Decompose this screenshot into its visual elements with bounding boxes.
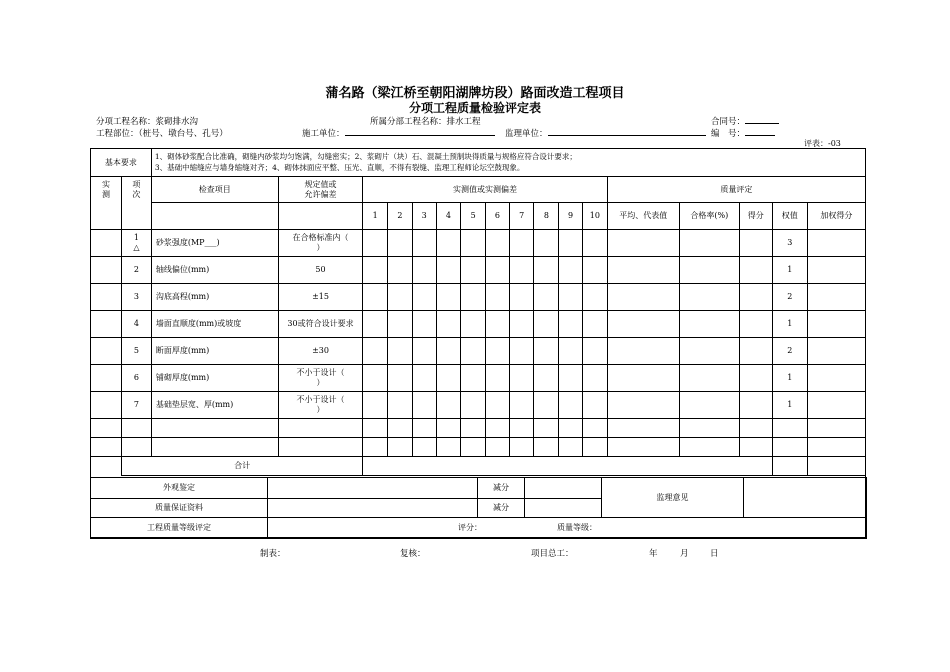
measured-value-cell[interactable]: [388, 284, 413, 311]
weighted-score-cell[interactable]: [807, 392, 865, 419]
table-row: [91, 284, 866, 311]
measured-value-cell[interactable]: [436, 311, 461, 338]
measured-value-cell[interactable]: [363, 284, 388, 311]
measured-cell: [91, 230, 122, 257]
empty-cell[interactable]: [679, 438, 739, 457]
measured-value-cell[interactable]: [412, 230, 436, 257]
avg-cell[interactable]: [607, 284, 679, 311]
score-cell[interactable]: [739, 257, 772, 284]
weight-value: 1: [772, 392, 807, 419]
weighted-score-cell[interactable]: [807, 257, 865, 284]
weighted-score-cell[interactable]: [807, 311, 865, 338]
contractor-label: 施工单位：: [302, 129, 345, 139]
table-row: [91, 257, 866, 284]
empty-cell[interactable]: [559, 438, 583, 457]
col-8: 8: [534, 203, 559, 230]
weight-value: 1: [772, 365, 807, 392]
measured-value-cell[interactable]: [363, 311, 388, 338]
measured-cell: [91, 338, 122, 365]
header-spec: 规定值或 允许偏差: [278, 177, 363, 203]
spec-value: ±30: [278, 338, 363, 365]
requirements-label: 基本要求: [91, 149, 152, 177]
measured-value-cell[interactable]: [436, 257, 461, 284]
measured-value-cell[interactable]: [388, 257, 413, 284]
check-item: 基础垫层宽、厚(mm): [151, 392, 278, 419]
col-pass-rate: 合格率(%): [679, 203, 739, 230]
contract-no: [711, 115, 779, 127]
empty-cell[interactable]: [363, 438, 388, 457]
number-label: 编 号：: [711, 129, 746, 139]
col-3: 3: [412, 203, 436, 230]
empty-cell[interactable]: [461, 438, 486, 457]
measured-value-cell[interactable]: [534, 311, 559, 338]
deduct2-label: 减分: [478, 499, 525, 518]
score-cell[interactable]: [739, 338, 772, 365]
header-measured: 实 测: [91, 177, 122, 230]
rows-body: [91, 230, 866, 457]
empty-cell[interactable]: [412, 419, 436, 438]
weight-value: 3: [772, 230, 807, 257]
col-weight: 权值: [772, 203, 807, 230]
empty-cell[interactable]: [679, 419, 739, 438]
header-check-item: 检查项目: [151, 177, 278, 203]
empty-cell[interactable]: [486, 419, 510, 438]
measured-value-cell[interactable]: [509, 392, 534, 419]
measured-value-cell[interactable]: [486, 338, 510, 365]
measured-value-cell[interactable]: [582, 311, 607, 338]
measured-value-cell[interactable]: [559, 338, 583, 365]
spec-value: 不小于设计（ ）: [278, 392, 363, 419]
contract-label: 合同号：: [711, 117, 746, 127]
measured-value-cell[interactable]: [534, 365, 559, 392]
measured-value-cell[interactable]: [412, 338, 436, 365]
weighted-score-cell[interactable]: [807, 230, 865, 257]
footer-chief: 项目总工：: [531, 549, 574, 559]
table-row: [91, 230, 866, 257]
avg-cell[interactable]: [607, 392, 679, 419]
measured-value-cell[interactable]: [388, 365, 413, 392]
measured-value-cell[interactable]: [412, 392, 436, 419]
appearance-label: 外观鉴定: [91, 478, 268, 499]
col-5: 5: [461, 203, 486, 230]
location-label: 工程部位：: [96, 129, 139, 139]
supervisor-opinion-value[interactable]: [744, 478, 867, 518]
empty-cell[interactable]: [91, 438, 122, 457]
header-spec-blank: [278, 203, 363, 230]
subitem-label: 分项工程名称：: [96, 117, 156, 127]
measured-value-cell[interactable]: [509, 365, 534, 392]
empty-cell[interactable]: [436, 419, 461, 438]
measured-value-cell[interactable]: [486, 284, 510, 311]
measured-value-cell[interactable]: [388, 311, 413, 338]
weight-value: 2: [772, 284, 807, 311]
total-values[interactable]: [363, 457, 772, 476]
pass-rate-cell[interactable]: [679, 311, 739, 338]
form-code: 评表：-03: [804, 139, 841, 148]
weighted-score-cell[interactable]: [807, 365, 865, 392]
check-item: 砂浆强度(MP___): [151, 230, 278, 257]
parent-label: 所属分部工程名称：: [370, 117, 447, 127]
contractor: [302, 127, 495, 139]
avg-cell[interactable]: [607, 230, 679, 257]
item-no: 7: [121, 392, 151, 419]
measured-value-cell[interactable]: [461, 392, 486, 419]
col-avg: 平均、代表值: [607, 203, 679, 230]
empty-cell[interactable]: [607, 419, 679, 438]
measured-value-cell[interactable]: [509, 257, 534, 284]
measured-value-cell[interactable]: [461, 338, 486, 365]
total-row: [91, 457, 866, 476]
empty-cell[interactable]: [388, 438, 413, 457]
quality-docs-label: 质量保证资料: [91, 499, 268, 518]
subheader-row: [91, 203, 866, 230]
item-no: 5: [121, 338, 151, 365]
subitem-value: 浆砌排水沟: [155, 117, 199, 127]
supervisor: [505, 127, 706, 139]
header-check-item-blank: [151, 203, 278, 230]
empty-row: [91, 419, 866, 438]
empty-cell[interactable]: [91, 419, 122, 438]
spec-value: 不小于设计（ ）: [278, 365, 363, 392]
empty-cell[interactable]: [807, 438, 865, 457]
measured-value-cell[interactable]: [412, 284, 436, 311]
measured-value-cell[interactable]: [461, 311, 486, 338]
measured-value-cell[interactable]: [582, 257, 607, 284]
measured-value-cell[interactable]: [509, 311, 534, 338]
footer-year: 年: [649, 549, 658, 559]
measured-cell: [91, 284, 122, 311]
check-item: 沟底高程(mm): [151, 284, 278, 311]
spec-value: 30或符合设计要求: [278, 311, 363, 338]
measured-value-cell[interactable]: [461, 284, 486, 311]
pass-rate-cell[interactable]: [679, 230, 739, 257]
measured-value-cell[interactable]: [388, 392, 413, 419]
deduct2-value[interactable]: [525, 499, 602, 518]
measured-value-cell[interactable]: [559, 284, 583, 311]
measured-value-cell[interactable]: [363, 257, 388, 284]
empty-cell[interactable]: [582, 419, 607, 438]
supervisor-field[interactable]: [548, 127, 706, 136]
appearance-value[interactable]: [268, 478, 478, 499]
empty-cell[interactable]: [509, 419, 534, 438]
avg-cell[interactable]: [607, 311, 679, 338]
total-blank: [91, 457, 122, 476]
check-item: 墙面直顺度(mm)或坡度: [151, 311, 278, 338]
empty-cell[interactable]: [151, 419, 278, 438]
number-field[interactable]: [745, 127, 775, 136]
measured-value-cell[interactable]: [412, 365, 436, 392]
measured-value-cell[interactable]: [534, 284, 559, 311]
measured-cell: [91, 392, 122, 419]
score-label: 评分：: [458, 523, 482, 532]
pass-rate-cell[interactable]: [679, 365, 739, 392]
measured-value-cell[interactable]: [436, 392, 461, 419]
pass-rate-cell[interactable]: [679, 284, 739, 311]
col-6: 6: [486, 203, 510, 230]
measured-value-cell[interactable]: [363, 230, 388, 257]
requirements-line2: 3、基础中缩缝应与墙身缩缝对齐；4、砌体抹面应平整、压光、直顺，不得有裂缝、监理工程师论坛空鼓现象。: [154, 162, 525, 172]
measured-value-cell[interactable]: [534, 230, 559, 257]
col-10: 10: [582, 203, 607, 230]
item-no: 6: [121, 365, 151, 392]
measured-value-cell[interactable]: [412, 311, 436, 338]
weighted-score-cell[interactable]: [807, 284, 865, 311]
pass-rate-cell[interactable]: [679, 257, 739, 284]
measured-value-cell[interactable]: [582, 392, 607, 419]
empty-cell[interactable]: [388, 419, 413, 438]
empty-cell[interactable]: [739, 419, 772, 438]
measured-value-cell[interactable]: [388, 230, 413, 257]
parent-value: 排水工程: [446, 117, 481, 127]
measured-value-cell[interactable]: [486, 230, 510, 257]
appearance-row: [91, 478, 867, 499]
empty-cell[interactable]: [559, 419, 583, 438]
col-weighted: 加权得分: [807, 203, 865, 230]
item-no: 1 △: [121, 230, 151, 257]
measured-value-cell[interactable]: [363, 338, 388, 365]
measured-value-cell[interactable]: [534, 257, 559, 284]
empty-cell[interactable]: [121, 419, 151, 438]
empty-cell[interactable]: [151, 438, 278, 457]
item-no: 3: [121, 284, 151, 311]
empty-cell[interactable]: [534, 419, 559, 438]
empty-cell[interactable]: [772, 419, 807, 438]
empty-cell[interactable]: [807, 419, 865, 438]
measured-value-cell[interactable]: [363, 365, 388, 392]
col-4: 4: [436, 203, 461, 230]
header-item-no: 项 次: [121, 177, 151, 230]
measured-value-cell[interactable]: [582, 365, 607, 392]
measured-value-cell[interactable]: [559, 392, 583, 419]
requirements-line1: 1、砌体砂浆配合比准确，砌缝内砂浆均匀饱满，勾缝密实；2、浆砌片（块）石、混凝土预制块得质量与规格应符合设计要求；: [154, 151, 577, 161]
grade-eval-value[interactable]: [268, 518, 867, 539]
spec-value: 50: [278, 257, 363, 284]
score-cell[interactable]: [739, 311, 772, 338]
measured-value-cell[interactable]: [436, 284, 461, 311]
score-cell[interactable]: [739, 284, 772, 311]
item-no: 4: [121, 311, 151, 338]
measured-value-cell[interactable]: [461, 257, 486, 284]
pass-rate-cell[interactable]: [679, 338, 739, 365]
item-no: 2: [121, 257, 151, 284]
deduct1-label: 减分: [478, 478, 525, 499]
measured-value-cell[interactable]: [582, 284, 607, 311]
weight-value: 1: [772, 257, 807, 284]
summary-table: [90, 477, 867, 539]
measured-value-cell[interactable]: [509, 338, 534, 365]
avg-cell[interactable]: [607, 365, 679, 392]
col-7: 7: [509, 203, 534, 230]
measured-cell: [91, 311, 122, 338]
supervisor-opinion-label: 监理意见: [602, 478, 744, 518]
spec-value: ±15: [278, 284, 363, 311]
total-weighted[interactable]: [807, 457, 865, 476]
avg-cell[interactable]: [607, 338, 679, 365]
empty-cell[interactable]: [461, 419, 486, 438]
avg-cell[interactable]: [607, 257, 679, 284]
contract-field[interactable]: [745, 115, 779, 124]
check-item: 轴线偏位(mm): [151, 257, 278, 284]
table-row: [91, 365, 866, 392]
empty-cell[interactable]: [278, 438, 363, 457]
score-cell[interactable]: [739, 230, 772, 257]
score-cell[interactable]: [739, 365, 772, 392]
measured-value-cell[interactable]: [388, 338, 413, 365]
measured-cell: [91, 257, 122, 284]
measured-value-cell[interactable]: [582, 338, 607, 365]
grade-label: 质量等级：: [557, 523, 597, 532]
deduct1-value[interactable]: [525, 478, 602, 499]
measured-value-cell[interactable]: [486, 365, 510, 392]
measured-value-cell[interactable]: [534, 392, 559, 419]
empty-cell[interactable]: [412, 438, 436, 457]
footer-month: 月: [680, 549, 689, 559]
measured-value-cell[interactable]: [582, 230, 607, 257]
table-row: [91, 392, 866, 419]
col-9: 9: [559, 203, 583, 230]
total-weight[interactable]: [772, 457, 807, 476]
empty-row: [91, 438, 866, 457]
footer-checked: 复核：: [400, 549, 426, 559]
measured-value-cell[interactable]: [461, 365, 486, 392]
measured-value-cell[interactable]: [436, 365, 461, 392]
measured-value-cell[interactable]: [534, 338, 559, 365]
inspection-table: [90, 148, 866, 476]
empty-cell[interactable]: [534, 438, 559, 457]
measured-value-cell[interactable]: [509, 284, 534, 311]
grade-row: [91, 518, 867, 539]
footer-made: 制表：: [260, 549, 286, 559]
measured-value-cell[interactable]: [486, 392, 510, 419]
measured-value-cell[interactable]: [461, 230, 486, 257]
footer-day: 日: [710, 549, 719, 559]
empty-cell[interactable]: [363, 419, 388, 438]
measured-value-cell[interactable]: [559, 257, 583, 284]
weight-value: 1: [772, 311, 807, 338]
contractor-field[interactable]: [345, 127, 495, 136]
quality-docs-value[interactable]: [268, 499, 478, 518]
pass-rate-cell[interactable]: [679, 392, 739, 419]
document-title: 蒲名路（梁江桥至朝阳湖牌坊段）路面改造工程项目: [325, 86, 625, 101]
measured-value-cell[interactable]: [363, 392, 388, 419]
score-cell[interactable]: [739, 392, 772, 419]
empty-cell[interactable]: [772, 438, 807, 457]
requirements-row: [91, 149, 866, 177]
empty-cell[interactable]: [278, 419, 363, 438]
doc-number: [711, 127, 775, 139]
supervisor-label: 监理单位：: [505, 129, 548, 139]
location: [96, 127, 228, 139]
weighted-score-cell[interactable]: [807, 338, 865, 365]
table-row: [91, 311, 866, 338]
empty-cell[interactable]: [436, 438, 461, 457]
measured-cell: [91, 365, 122, 392]
measured-value-cell[interactable]: [559, 311, 583, 338]
measured-value-cell[interactable]: [509, 230, 534, 257]
col-2: 2: [388, 203, 413, 230]
measured-value-cell[interactable]: [436, 338, 461, 365]
col-score: 得分: [739, 203, 772, 230]
measured-value-cell[interactable]: [559, 230, 583, 257]
measured-value-cell[interactable]: [486, 257, 510, 284]
location-value: （桩号、墩台号、孔号）: [138, 129, 228, 139]
parent-name: [370, 115, 481, 127]
empty-cell[interactable]: [486, 438, 510, 457]
header-quality-eval: 质量评定: [607, 177, 865, 203]
table-row: [91, 338, 866, 365]
total-label: 合计: [121, 457, 362, 476]
measured-value-cell[interactable]: [436, 230, 461, 257]
check-item: 铺砌厚度(mm): [151, 365, 278, 392]
empty-cell[interactable]: [607, 438, 679, 457]
weight-value: 2: [772, 338, 807, 365]
empty-cell[interactable]: [582, 438, 607, 457]
measured-value-cell[interactable]: [559, 365, 583, 392]
empty-cell[interactable]: [739, 438, 772, 457]
empty-cell[interactable]: [121, 438, 151, 457]
check-item: 断面厚度(mm): [151, 338, 278, 365]
grade-eval-label: 工程质量等级评定: [91, 518, 268, 539]
measured-value-cell[interactable]: [412, 257, 436, 284]
measured-value-cell[interactable]: [486, 311, 510, 338]
document-subtitle: 分项工程质量检验评定表: [408, 101, 541, 115]
spec-value: 在合格标准内（ ）: [278, 230, 363, 257]
subitem-name: [96, 115, 198, 127]
requirements-text: [151, 149, 865, 177]
col-1: 1: [363, 203, 388, 230]
header-measured-values: 实测值或实测偏差: [363, 177, 607, 203]
empty-cell[interactable]: [509, 438, 534, 457]
header-row: [91, 177, 866, 203]
